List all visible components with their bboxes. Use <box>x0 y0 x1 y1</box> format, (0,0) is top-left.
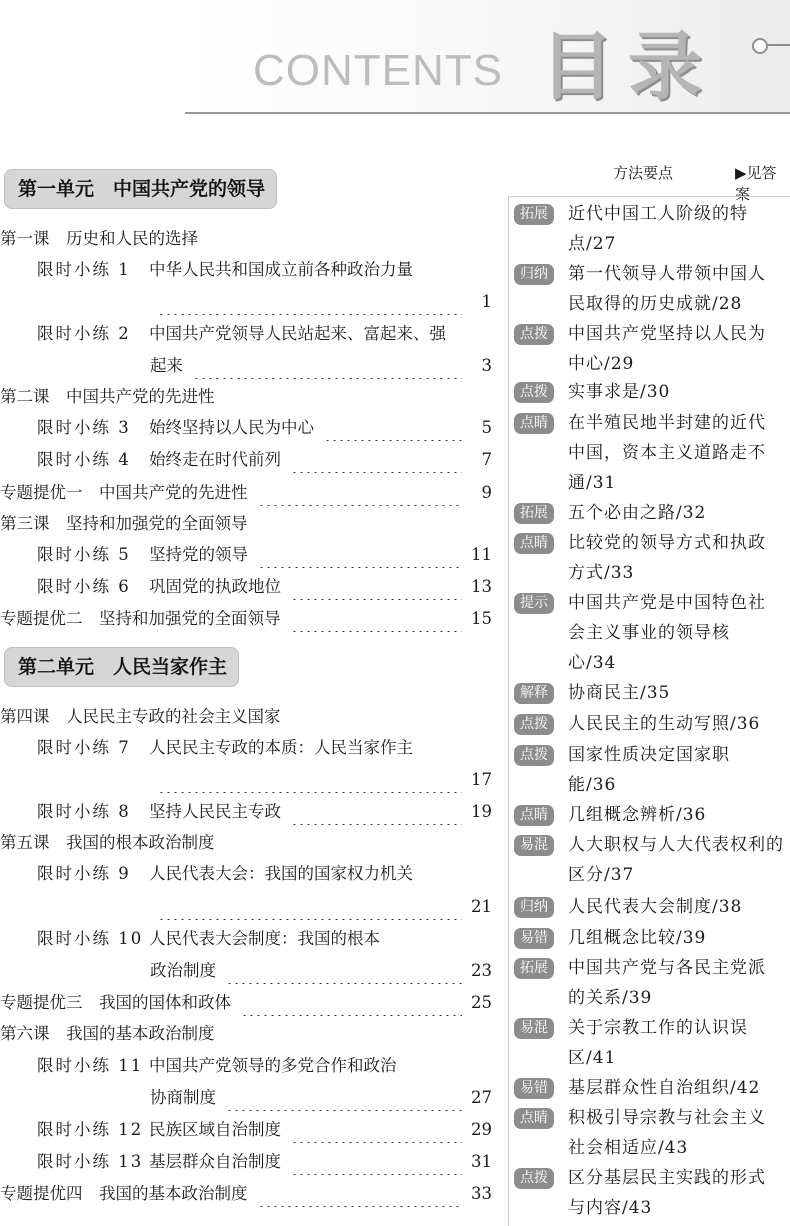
dot-leader <box>241 990 462 1016</box>
special-topic-title: 专题提优二 坚持和加强党的全面领导 <box>0 609 281 628</box>
drill-row <box>37 1053 397 1079</box>
page-number: 27 <box>471 1088 492 1107</box>
special-topic-title: 专题提优一 中国共产党的先进性 <box>0 483 248 502</box>
method-text: 中国，资本主义道路走不 <box>568 443 766 463</box>
drill-title: 民族区域自治制度 <box>149 1120 281 1139</box>
method-tag: 拓展 <box>514 204 554 225</box>
lesson-title: 第一课 历史和人民的选择 <box>0 229 198 248</box>
method-text: 的关系/39 <box>568 988 653 1008</box>
lesson-title: 第三课 坚持和加强党的全面领导 <box>0 514 248 533</box>
dot-leader <box>258 542 462 568</box>
method-tag: 点睛 <box>514 533 554 554</box>
drill-label: 限时小练 9 <box>37 864 131 883</box>
method-text: 中国共产党坚持以人民为 <box>568 324 766 344</box>
dot-leader <box>291 799 462 825</box>
method-text: 实事求是/30 <box>568 382 671 402</box>
special-topic-title: 专题提优三 我国的国体和政体 <box>0 993 231 1012</box>
dot-leader <box>258 480 462 506</box>
method-text: 区分/37 <box>568 865 635 885</box>
dot-leader <box>193 353 462 379</box>
method-text: 区分基层民主实践的形式 <box>568 1168 766 1188</box>
drill-title: 中国共产党领导的多党合作和政治 <box>149 1056 397 1075</box>
drill-label: 限时小练 11 <box>37 1056 144 1075</box>
drill-title-continued: 政治制度 <box>150 961 216 980</box>
drill-title-continued: 起来 <box>150 356 183 375</box>
drill-row <box>37 735 413 761</box>
drill-title: 中国共产党领导人民站起来、富起来、强 <box>149 324 446 343</box>
drill-label: 限时小练 6 <box>37 577 131 596</box>
method-text: 中国共产党与各民主党派 <box>568 958 766 978</box>
dot-leader <box>226 1085 462 1111</box>
drill-title: 始终坚持以人民为中心 <box>149 418 314 437</box>
method-text: 几组概念比较/39 <box>568 928 707 948</box>
method-tag: 点拨 <box>514 324 554 345</box>
method-text: 民取得的历史成就/28 <box>568 294 743 314</box>
drill-title: 人民民主专政的本质：人民当家作主 <box>149 738 413 757</box>
lesson-title: 第六课 我国的基本政治制度 <box>0 1024 215 1043</box>
method-text: 第一代领导人带领中国人 <box>568 264 766 284</box>
drill-title: 坚持党的领导 <box>149 545 248 564</box>
method-tag: 拓展 <box>514 503 554 524</box>
drill-title: 基层群众自治制度 <box>149 1152 281 1171</box>
drill-label: 限时小练 10 <box>37 929 144 948</box>
page-number: 23 <box>471 961 492 980</box>
page-number: 31 <box>471 1152 492 1171</box>
method-text: 通/31 <box>568 473 617 493</box>
method-tag: 易错 <box>514 928 554 949</box>
dot-leader <box>291 574 462 600</box>
method-points-heading: 方法要点 <box>613 164 674 182</box>
drill-row <box>37 321 446 347</box>
dot-leader <box>324 415 462 441</box>
method-text: 比较党的领导方式和执政 <box>568 533 766 553</box>
dot-leader <box>158 767 462 793</box>
method-tag: 点睛 <box>514 1108 554 1129</box>
drill-label: 限时小练 7 <box>37 738 131 757</box>
method-tag: 点拨 <box>514 1168 554 1189</box>
method-text: 心/34 <box>568 653 617 673</box>
method-text: 国家性质决定国家职 <box>568 745 730 765</box>
drill-title: 坚持人民民主专政 <box>149 802 281 821</box>
method-tag: 拓展 <box>514 958 554 979</box>
lesson-title: 第四课 人民民主专政的社会主义国家 <box>0 707 281 726</box>
lesson-title: 第五课 我国的根本政治制度 <box>0 833 215 852</box>
page-number: 5 <box>481 418 492 437</box>
method-tag: 点睛 <box>514 805 554 826</box>
page-number: 21 <box>471 897 492 916</box>
drill-label: 限时小练 1 <box>37 260 131 279</box>
drill-title: 始终走在时代前列 <box>149 450 281 469</box>
drill-label: 限时小练 3 <box>37 418 131 437</box>
page-title: 目录 <box>540 24 716 110</box>
drill-label: 限时小练 13 <box>37 1152 144 1171</box>
drill-row <box>37 861 413 887</box>
drill-title: 巩固党的执政地位 <box>149 577 281 596</box>
method-tag: 点睛 <box>514 413 554 434</box>
circle-ornament-icon <box>752 38 768 54</box>
method-tag: 易混 <box>514 835 554 856</box>
dot-leader <box>158 289 462 315</box>
method-text: 人大职权与人大代表权利的 <box>568 835 784 855</box>
dot-leader <box>291 1117 462 1143</box>
method-text: 人民代表大会制度/38 <box>568 897 743 917</box>
method-tag: 易混 <box>514 1018 554 1039</box>
see-answers-note: ▶见答案 <box>735 164 777 203</box>
method-tag: 易错 <box>514 1078 554 1099</box>
dot-leader <box>291 606 462 632</box>
method-text: 基层群众性自治组织/42 <box>568 1078 761 1098</box>
special-topic-title: 专题提优四 我国的基本政治制度 <box>0 1184 248 1203</box>
method-text: 关于宗教工作的认识误 <box>568 1018 748 1038</box>
method-text: 人民民主的生动写照/36 <box>568 714 761 734</box>
unit-heading-2: 第二单元 人民当家作主 <box>4 647 239 687</box>
method-text: 区/41 <box>568 1048 617 1068</box>
drill-label: 限时小练 2 <box>37 324 131 343</box>
drill-row <box>37 447 281 473</box>
drill-title: 人民代表大会：我国的国家权力机关 <box>149 864 413 883</box>
drill-title-continued: 协商制度 <box>150 1088 216 1107</box>
page-number: 25 <box>471 993 492 1012</box>
method-tag: 归纳 <box>514 897 554 918</box>
drill-label: 限时小练 4 <box>37 450 131 469</box>
dot-leader <box>226 958 462 984</box>
unit-heading-1: 第一单元 中国共产党的领导 <box>4 169 277 209</box>
method-tag: 点拨 <box>514 382 554 403</box>
header-divider <box>185 112 790 114</box>
drill-title: 中华人民共和国成立前各种政治力量 <box>149 260 413 279</box>
drill-row <box>37 257 413 283</box>
method-tag: 解释 <box>514 683 554 704</box>
drill-row <box>37 1117 281 1143</box>
contents-heading: CONTENTS <box>253 46 503 95</box>
drill-label: 限时小练 8 <box>37 802 131 821</box>
page-number: 3 <box>481 356 492 375</box>
page-number: 29 <box>471 1120 492 1139</box>
page-number: 7 <box>481 450 492 469</box>
method-text: 在半殖民地半封建的近代 <box>568 413 766 433</box>
method-text: 中国共产党是中国特色社 <box>568 593 766 613</box>
drill-row <box>37 574 281 600</box>
page-number: 19 <box>471 802 492 821</box>
dot-leader <box>291 1149 462 1175</box>
method-text: 会主义事业的领导核 <box>568 623 730 643</box>
drill-row <box>37 799 281 825</box>
page-number: 13 <box>471 577 492 596</box>
page-number: 11 <box>471 545 492 564</box>
drill-row <box>37 1149 281 1175</box>
lesson-title: 第二课 中国共产党的先进性 <box>0 387 215 406</box>
method-tag: 点拨 <box>514 745 554 766</box>
method-text: 中心/29 <box>568 354 635 374</box>
page-number: 1 <box>481 292 492 311</box>
drill-label: 限时小练 12 <box>37 1120 144 1139</box>
drill-title: 人民代表大会制度：我国的根本 <box>149 929 380 948</box>
method-text: 与内容/43 <box>568 1198 653 1218</box>
method-text: 协商民主/35 <box>568 683 671 703</box>
method-text: 积极引导宗教与社会主义 <box>568 1108 766 1128</box>
dot-leader <box>258 1181 462 1207</box>
method-text: 方式/33 <box>568 563 635 583</box>
drill-row <box>37 542 248 568</box>
page-number: 15 <box>471 609 492 628</box>
method-text: 几组概念辨析/36 <box>568 805 707 825</box>
ornament-line <box>768 44 790 46</box>
method-text: 社会相适应/43 <box>568 1138 689 1158</box>
drill-row <box>37 926 380 952</box>
page-number: 33 <box>471 1184 492 1203</box>
method-tag: 提示 <box>514 593 554 614</box>
drill-label: 限时小练 5 <box>37 545 131 564</box>
page-number: 9 <box>481 483 492 502</box>
method-text: 五个必由之路/32 <box>568 503 707 523</box>
method-text: 能/36 <box>568 775 617 795</box>
dot-leader <box>158 894 462 920</box>
method-tag: 归纳 <box>514 264 554 285</box>
method-tag: 点拨 <box>514 714 554 735</box>
drill-row <box>37 415 314 441</box>
method-text: 点/27 <box>568 234 617 254</box>
dot-leader <box>291 447 462 473</box>
method-text: 近代中国工人阶级的特 <box>568 204 748 224</box>
page-number: 17 <box>471 770 492 789</box>
